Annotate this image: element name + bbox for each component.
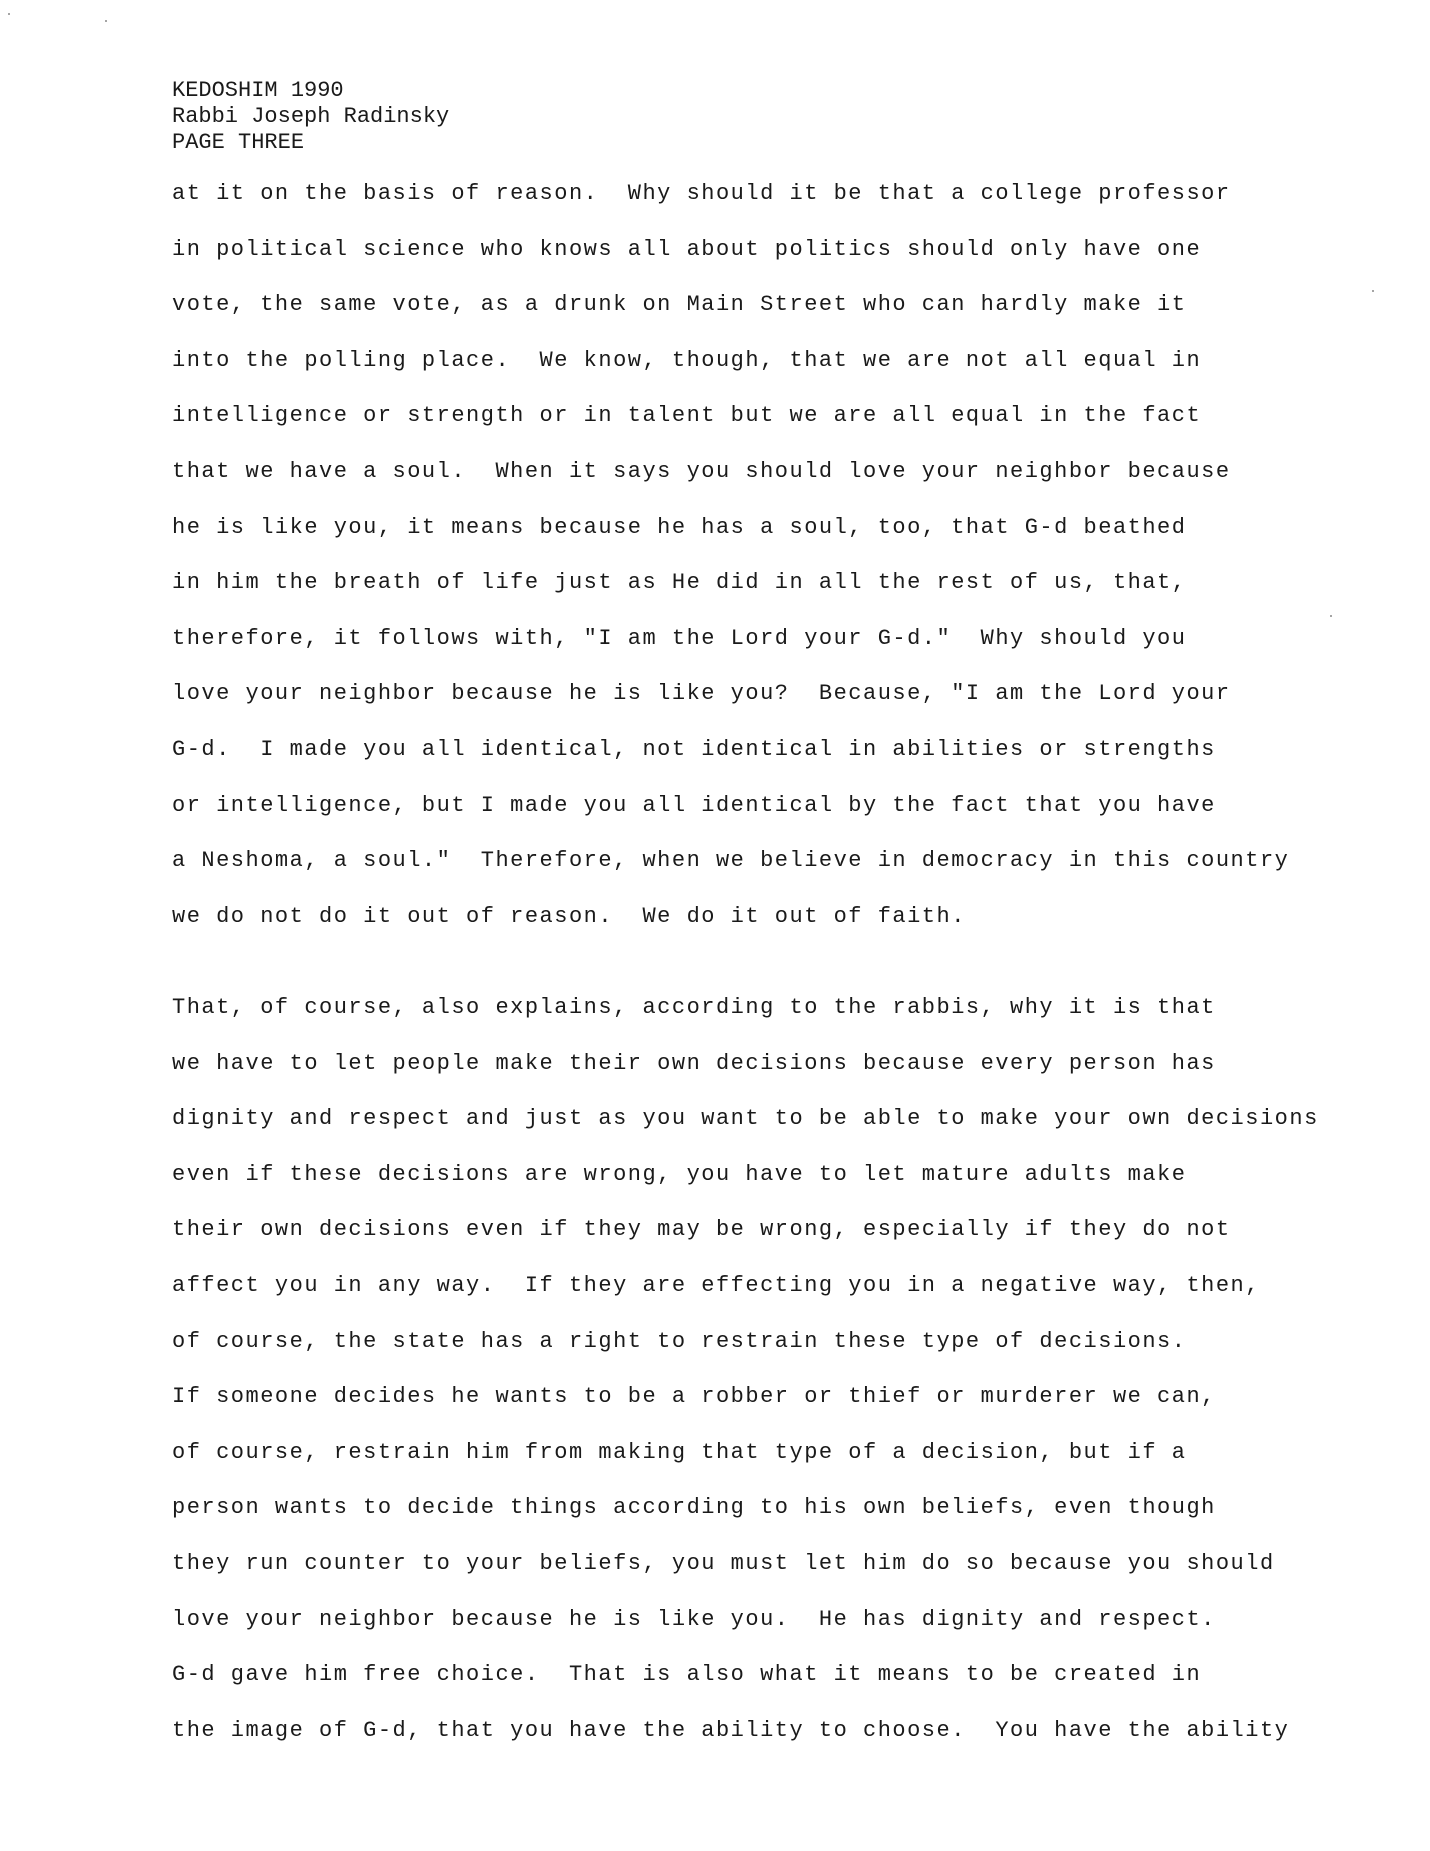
document-header [172,78,449,156]
text-line: he is like you, it means because he has a soul, too, that G-d beathed [172,514,1187,540]
text-line: therefore, it follows with, "I am the Lord your G-d." Why should you [172,625,1187,651]
paragraph-1 [172,166,1289,944]
scan-speck [1372,290,1374,292]
text-line: love your neighbor because he is like you. He has dignity and respect. [172,1606,1216,1632]
text-line: the image of G-d, that you have the ability to choose. You have the ability [172,1717,1290,1743]
scan-speck [105,20,107,22]
text-line: If someone decides he wants to be a robber or thief or murderer we can, [172,1384,1216,1410]
text-line: in him the breath of life just as He did in all the rest of us, that, [172,570,1187,596]
text-line: we have to let people make their own decisions because every person has [172,1050,1216,1076]
text-line: or intelligence, but I made you all identical by the fact that you have [172,792,1216,818]
document-author: Rabbi Joseph Radinsky [172,104,450,129]
text-line: into the polling place. We know, though, that we are not all equal in [172,347,1202,373]
text-line: their own decisions even if they may be wrong, especially if they do not [172,1217,1231,1243]
text-line: even if these decisions are wrong, you have to let mature adults make [172,1161,1187,1187]
text-line: a Neshoma, a soul." Therefore, when we believe in democracy in this country [172,848,1290,874]
text-line: person wants to decide things according to his own beliefs, even though [172,1495,1216,1521]
text-line: we do not do it out of reason. We do it out of faith. [172,903,966,929]
text-line: that we have a soul. When it says you should love your neighbor because [172,458,1231,484]
text-line: at it on the basis of reason. Why should it be that a college professor [172,181,1231,206]
text-line: of course, restrain him from making that type of a decision, but if a [172,1439,1187,1465]
text-line: G-d gave him free choice. That is also what it means to be created in [172,1662,1202,1688]
text-line: they run counter to your beliefs, you must let him do so because you should [172,1550,1275,1576]
text-line: love your neighbor because he is like you? Because, "I am the Lord your [172,681,1231,707]
text-line: G-d. I made you all identical, not identical in abilities or strengths [172,736,1216,762]
page-label: PAGE THREE [172,130,305,155]
text-line: intelligence or strength or in talent but we are all equal in the fact [172,403,1202,429]
text-line: affect you in any way. If they are effecting you in a negative way, then, [172,1272,1260,1298]
text-line: dignity and respect and just as you want to be able to make your own decisions [172,1106,1319,1132]
text-line: of course, the state has a right to restrain these type of decisions. [172,1328,1187,1354]
paragraph-2 [172,980,1319,1758]
scan-speck [8,13,10,15]
text-line: in political science who knows all about politics should only have one [172,236,1202,262]
text-line: That, of course, also explains, according to the rabbis, why it is that [172,995,1216,1020]
document-title: KEDOSHIM 1990 [172,78,344,103]
scan-speck [1330,615,1332,617]
text-line: vote, the same vote, as a drunk on Main Street who can hardly make it [172,292,1187,318]
